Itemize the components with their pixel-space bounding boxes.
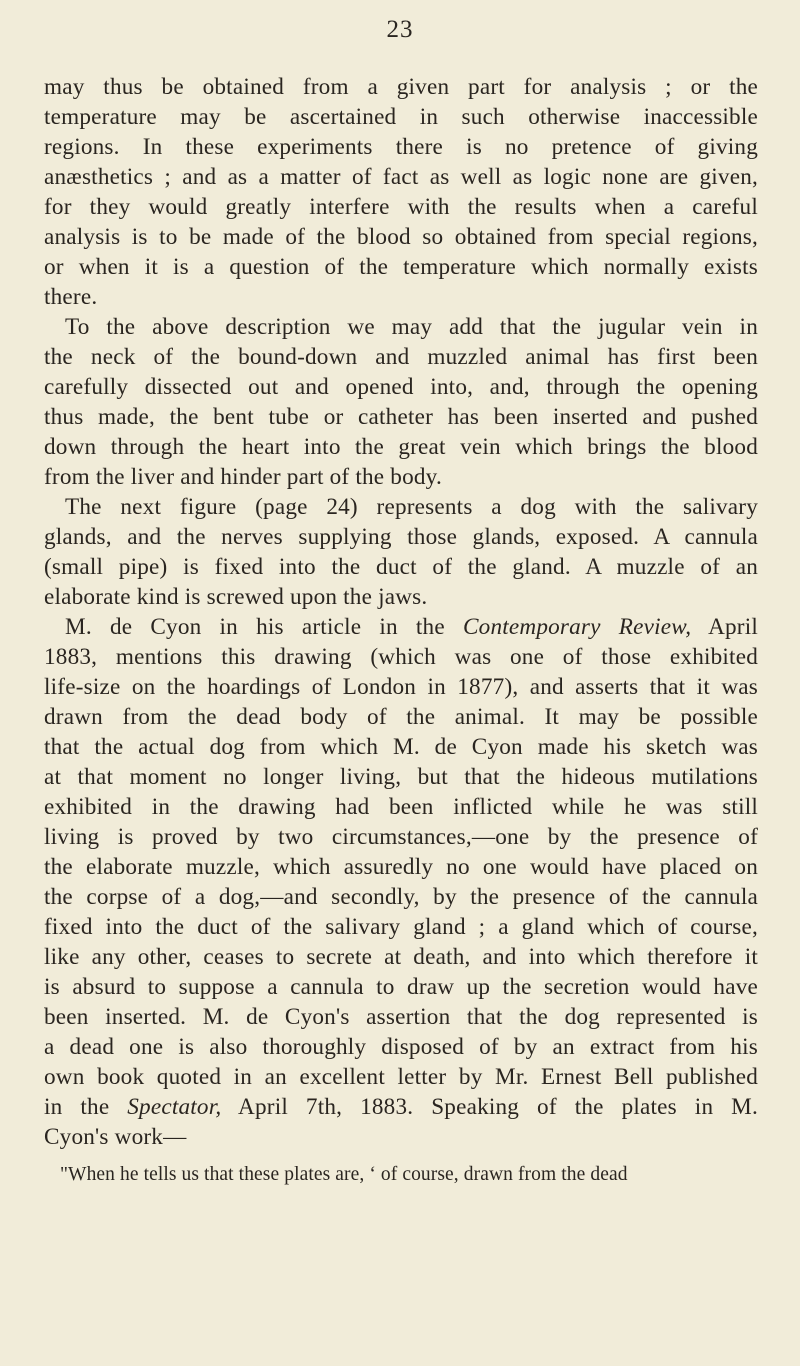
text-line: exhibited in the drawing had been inflicted while he was still	[44, 794, 758, 820]
text-line: the corpse of a dog,—and secondly, by the presence of the cannula	[44, 884, 758, 910]
page-number: 23	[386, 16, 414, 43]
text-line: own book quoted in an excellent letter by Mr. Ernest Bell published	[44, 1064, 758, 1090]
text-line: 1883, mentions this drawing (which was one of those exhibited	[44, 644, 758, 670]
text-line: from the liver and hinder part of the body.	[44, 464, 442, 490]
text-line: glands, and the nerves supplying those glands, exposed. A cannula	[44, 524, 758, 550]
text-line: been inserted. M. de Cyon's assertion that the dog represented is	[44, 1004, 758, 1030]
text-segment: in the	[44, 1094, 110, 1120]
text-line: a dead one is also thoroughly disposed of by an extract from his	[44, 1034, 758, 1060]
journal-title: Spectator,	[127, 1094, 222, 1120]
text-line: for they would greatly interfere with the results when a careful	[44, 194, 758, 220]
text-line: regions. In these experiments there is no pretence of giving	[44, 134, 758, 160]
text-line: at that moment no longer living, but that the hideous mutilations	[44, 764, 758, 790]
text-line: temperature may be ascertained in such otherwise inaccessible	[44, 104, 758, 130]
text-line: anæsthetics ; and as a matter of fact as well as logic none are given,	[44, 164, 758, 190]
text-line: To the above description we may add that the jugular vein in	[65, 314, 758, 340]
text-line: like any other, ceases to secrete at death, and into which therefore it	[44, 944, 758, 970]
text-line: thus made, the bent tube or catheter has been inserted and pushed	[44, 404, 758, 430]
text-line: may thus be obtained from a given part for analysis ; or the	[44, 74, 758, 100]
text-line: Cyon's work—	[44, 1124, 187, 1150]
body-text	[44, 72, 758, 1190]
text-line: The next figure (page 24) represents a dog with the salivary	[65, 494, 758, 520]
text-line: elaborate kind is screwed upon the jaws.	[44, 584, 428, 610]
text-line: is absurd to suppose a cannula to draw up the secretion would have	[44, 974, 758, 1000]
text-line: the elaborate muzzle, which assuredly no one would have placed on	[44, 854, 758, 880]
text-line	[44, 612, 758, 642]
text-line	[44, 1092, 758, 1122]
text-line: analysis is to be made of the blood so obtained from special regions,	[44, 224, 758, 250]
text-line: or when it is a question of the temperature which normally exists	[44, 254, 758, 280]
text-line: drawn from the dead body of the animal. It may be possible	[44, 704, 758, 730]
journal-title: Contemporary Review,	[462, 614, 692, 640]
text-line: carefully dissected out and opened into, and, through the opening	[44, 374, 758, 400]
text-line: that the actual dog from which M. de Cyon made his sketch was	[44, 734, 758, 760]
text-segment: April	[708, 614, 759, 640]
quotation-line: "When he tells us that these plates are, ‘ of course, drawn from the dead	[60, 1164, 628, 1185]
text-line: down through the heart into the great vein which brings the blood	[44, 434, 758, 460]
text-line: the neck of the bound-down and muzzled animal has first been	[44, 344, 758, 370]
text-segment: M. de Cyon in his article in the	[65, 614, 445, 640]
text-line: (small pipe) is fixed into the duct of the gland. A muzzle of an	[44, 554, 758, 580]
text-line: there.	[44, 284, 98, 310]
text-line: fixed into the duct of the salivary gland ; a gland which of course,	[44, 914, 758, 940]
text-line: living is proved by two circumstances,—one by the presence of	[44, 824, 758, 850]
text-segment: April 7th, 1883. Speaking of the plates in M.	[238, 1094, 758, 1120]
text-line: life-size on the hoardings of London in 1877), and asserts that it was	[44, 674, 758, 700]
